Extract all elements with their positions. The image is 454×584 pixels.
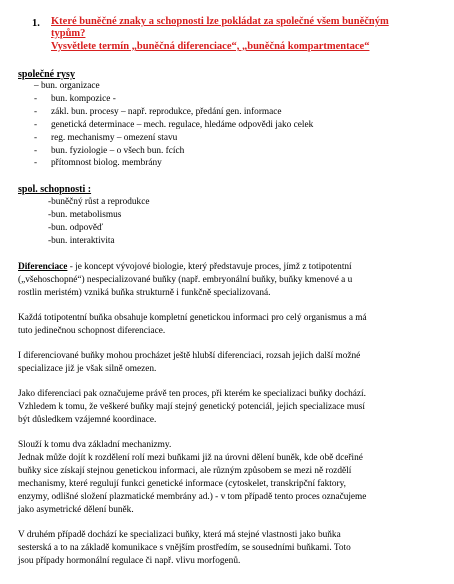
common-abilities-heading: spol. schopnosti :: [18, 184, 92, 195]
paragraph-totipotent: Každá totipotentní buňka obsahuje kompletní genetickou informaci pro celý organismus a má tuto jedinečnou schopnost diferenciace.: [18, 313, 367, 336]
paragraph-differentiation-definition: Diferenciace - je koncept vývojové biologie, který představuje proces, jímž z totipotentní („všehoschopné“) nespecializované buňky (např. embryonální buňky, buňky kmenové a u rostlin meristém) vzniká buňka strukturně i funkčně specializovaná.: [18, 262, 353, 298]
question-line-2: typům?: [51, 28, 86, 39]
ability-item: -bun. interaktivita: [48, 236, 115, 246]
document-page: 1. Které buněčné znaky a schopnosti lze pokládat za společné všem buněčným typům? Vysvětlete termín „buněčná diferenciace“, „buněčná kompartmentace“ společné rysy – bun. organizace - bun. kompozice - - zákl. bun. procesy – např. reprodukce, předání gen. informace - genetická determinace – mech. regulace, hledáme odpovědi jako celek - reg. mechanismy – omezení stavu - bun. fyziologie – o všech bun. fcích - přítomnost biolog. membrány spol. schopnosti : -buněčný růst a reprodukce -bun. metabolismus -bun. odpověď -bun. interaktivita Diferenciace - je koncept vývojové biologie, který představuje proces, jímž z totipotentní („všehoschopné“) nespecializované buňky (např. embryonální buňky, buňky kmenové a u rostlin meristém) vzniká buňka strukturně i funkčně specializovaná. Každá totipotentní buňka obsahuje kompletní genetickou informaci pro celý organismus a má tuto jedinečnou schopnost diferenciace. I diferenciované buňky mohou procházet ještě hlubší diferenciaci, rozsah jejich další možné specializace již je však silně omezen. Jako diferenciaci pak označujeme právě ten proces, při kterém ke specializaci buňky dochází. Vzhledem k tomu, že veškeré buňky mají stejný genetický potenciál, jejich specializace musí být důsledkem vzájemné koordinace. Slouží k tomu dva základní mechanizmy. Jednak může dojít k rozdělení rolí mezi buňkami již na úrovni dělení buněk, kde obě dceřiné buňky sice získají stejnou genetickou informaci, ale různým způsobem se mezi ně rozdělí mechanismy, které regulují funkci genetické informace (cytoskelet, transkripční faktory, enzymy, odlišné složení plazmatické membrány ad.) - v tom případě tento proces označujeme jako asymetrické dělení buněk. V druhém případě dochází ke specializaci buňky, která má stejné vlastnosti jako buňka sesterská a to na základě komunikace s vnějším prostředím, se sousedními buňkami. Toto jsou případy hormonální regulace či např. vlivu morfogenů.: [0, 0, 454, 584]
term-diferenciace: Diferenciace: [18, 262, 68, 272]
paragraph-deeper-differentiation: I diferenciované buňky mohou procházet ještě hlubší diferenciaci, rozsah jejich další možné specializace již je však silně omezen.: [18, 351, 361, 374]
question-number: 1.: [32, 18, 40, 29]
paragraph-specialization-process: Jako diferenciaci pak označujeme právě ten proces, při kterém ke specializaci buňky dochází. Vzhledem k tomu, že veškeré buňky mají stejný genetický potenciál, jejich specializace musí být důsledkem vzájemné koordinace.: [18, 389, 366, 425]
question-line-3: Vysvětlete termín „buněčná diferenciace“, „buněčná kompartmentace“: [51, 41, 370, 52]
ability-item: -bun. odpověď: [48, 223, 104, 233]
question-line-1: Které buněčné znaky a schopnosti lze pokládat za společné všem buněčným: [51, 16, 389, 27]
ability-item: -bun. metabolismus: [48, 210, 122, 220]
ability-item: -buněčný růst a reprodukce: [48, 197, 150, 207]
trait-item-first: – bun. organizace: [34, 81, 100, 91]
paragraph-second-case: V druhém případě dochází ke specializaci buňky, která má stejné vlastnosti jako buňka sesterská a to na základě komunikace s vnějším prostředím, se sousedními buňkami. Toto jsou případy hormonální regulace či např. vlivu morfogenů.: [18, 530, 351, 566]
paragraph-two-mechanisms: Slouží k tomu dva základní mechanizmy. Jednak může dojít k rozdělení rolí mezi buňkami již na úrovni dělení buněk, kde obě dceřiné buňky sice získají stejnou genetickou informaci, ale různým způsobem se mezi ně rozdělí mechanismy, které regulují funkci genetické informace (cytoskelet, transkripční faktory, enzymy, odlišné složení plazmatické membrány ad.) - v tom případě tento proces označujeme jako asymetrické dělení buněk.: [18, 440, 367, 515]
common-traits-heading: společné rysy: [18, 69, 75, 80]
